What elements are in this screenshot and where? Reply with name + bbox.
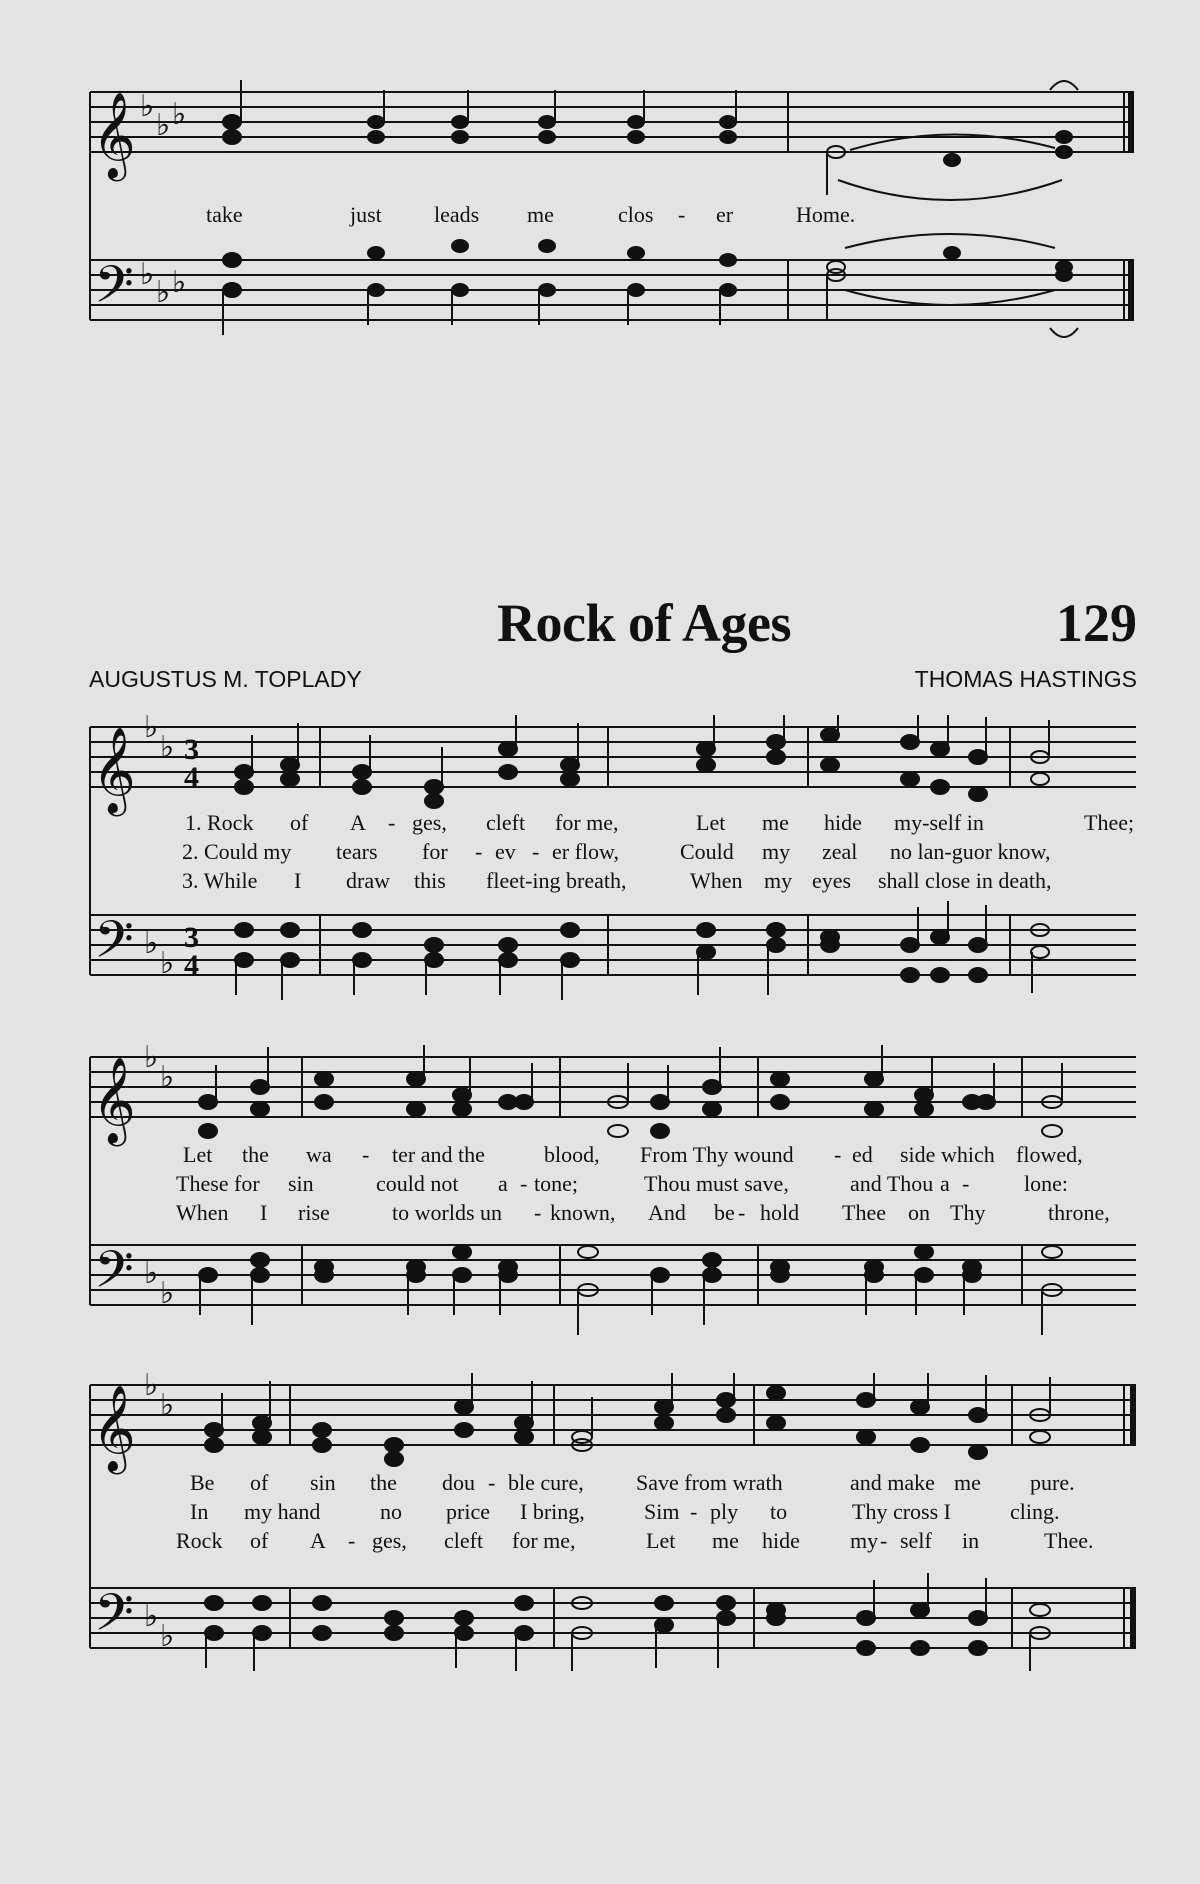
lyric-syllable: pure.	[1030, 1470, 1075, 1495]
lyric-syllable: From Thy wound	[640, 1142, 794, 1167]
lyric-syllable: leads	[434, 202, 480, 227]
lyric-syllable: draw	[346, 868, 390, 893]
verse-2-line	[0, 839, 1200, 869]
lyric-syllable: I	[260, 1200, 268, 1225]
treble-clef-icon: 𝄞	[92, 727, 136, 813]
svg-text:♭: ♭	[160, 731, 175, 764]
lyric-syllable: zeal	[822, 839, 858, 864]
bass-clef-icon: 𝄢	[94, 254, 134, 327]
lyric-syllable: Thee	[842, 1200, 886, 1225]
lyric-syllable: I bring,	[520, 1499, 585, 1524]
lyric-syllable: sin	[310, 1470, 336, 1495]
lyric-syllable: Let	[183, 1142, 213, 1167]
lyric-syllable: And	[648, 1200, 686, 1225]
lyric-syllable: Rock	[176, 1528, 223, 1553]
lyric-syllable: no	[380, 1499, 402, 1524]
lyric-syllable: Sim	[644, 1499, 680, 1524]
svg-text:4: 4	[184, 761, 199, 794]
lyric-syllable: hide	[824, 810, 862, 835]
lyric-syllable: Let	[696, 810, 726, 835]
verse-1-line	[0, 1142, 1200, 1172]
lyric-syllable: blood,	[544, 1142, 600, 1167]
lyric-syllable: of	[250, 1528, 269, 1553]
lyric-syllable: A	[310, 1528, 326, 1553]
lyric-syllable: Let	[646, 1528, 676, 1553]
lyric-syllable: side which	[900, 1142, 995, 1167]
lyric-syllable: on	[908, 1200, 930, 1225]
lyric-syllable: self	[900, 1528, 932, 1553]
lyric-syllable: ble cure,	[508, 1470, 584, 1495]
verse-1-line	[0, 1470, 1200, 1500]
lyric-syllable: dou	[442, 1470, 475, 1495]
lyric-syllable: In	[190, 1499, 209, 1524]
lyric-syllable: -	[534, 1200, 542, 1225]
lyric-syllable: -	[738, 1200, 746, 1225]
svg-text:♭: ♭	[172, 266, 187, 299]
lyric-syllable: -	[880, 1528, 888, 1553]
lyric-syllable: ges,	[412, 810, 447, 835]
svg-text:♭: ♭	[156, 276, 171, 309]
composer-credit: THOMAS HASTINGS	[914, 666, 1137, 692]
lyric-syllable: cling.	[1010, 1499, 1060, 1524]
lyric-syllable: -	[678, 202, 686, 227]
lyric-syllable: A	[350, 810, 366, 835]
lyric-syllable: -	[520, 1171, 528, 1196]
lyric-syllable: -	[488, 1470, 496, 1495]
lyric-syllable: cleft	[444, 1528, 484, 1553]
hymn-number: 129	[1056, 593, 1137, 653]
lyric-syllable: Be	[190, 1470, 215, 1495]
lyric-syllable: Could	[680, 839, 734, 864]
treble-clef-icon: 𝄞	[92, 1057, 136, 1143]
lyric-syllable: tears	[336, 839, 378, 864]
lyric-syllable: for me,	[512, 1528, 576, 1553]
lyric-syllable: a	[498, 1171, 508, 1196]
lyric-syllable: my	[764, 868, 793, 893]
lyric-syllable: of	[290, 810, 309, 835]
bass-clef-icon: 𝄢	[94, 1582, 134, 1655]
verse-2-line	[0, 1499, 1200, 1529]
lyric-syllable: a	[940, 1171, 950, 1196]
lyric-syllable: -	[348, 1528, 356, 1553]
lyric-syllable: just	[350, 202, 382, 227]
lyric-syllable: hide	[762, 1528, 800, 1553]
lyric-syllable: er flow,	[552, 839, 619, 864]
lyric-syllable: -	[362, 1142, 370, 1167]
lyric-syllable: the	[242, 1142, 269, 1167]
lyric-syllable: Thee.	[1044, 1528, 1094, 1553]
lyric-syllable: price	[446, 1499, 490, 1524]
lyric-syllable: me	[762, 810, 789, 835]
lyric-syllable: of	[250, 1470, 269, 1495]
lyric-syllable: no lan-guor know,	[890, 839, 1051, 864]
lyric-syllable: eyes	[812, 868, 852, 893]
lyric-syllable: -	[532, 839, 540, 864]
lyric-syllable: in	[962, 1528, 980, 1553]
verse-3-line	[0, 1200, 1200, 1230]
lyric-syllable: lone:	[1024, 1171, 1068, 1196]
lyric-syllable: clos	[618, 202, 654, 227]
svg-text:♭: ♭	[160, 1277, 175, 1310]
svg-text:♭: ♭	[144, 1257, 159, 1290]
lyric-syllable: me	[954, 1470, 981, 1495]
svg-text:♭: ♭	[160, 1061, 175, 1094]
lyric-syllable: this	[414, 868, 446, 893]
lyric-syllable: -	[962, 1171, 970, 1196]
svg-text:♭: ♭	[144, 1600, 159, 1633]
lyric-syllable: Thy	[950, 1200, 986, 1225]
lyric-syllable: When	[690, 868, 743, 893]
lyric-syllable: known,	[550, 1200, 616, 1225]
lyric-syllable: me	[527, 202, 554, 227]
svg-text:♭: ♭	[140, 90, 155, 123]
lyric-syllable: my hand	[244, 1499, 321, 1524]
svg-text:♭: ♭	[160, 1620, 175, 1653]
lyric-syllable: to worlds un	[392, 1200, 502, 1225]
svg-text:♭: ♭	[156, 109, 171, 142]
lyric-syllable: for me,	[555, 810, 619, 835]
lyric-syllable: Save from wrath	[636, 1470, 783, 1495]
lyric-syllable: be	[714, 1200, 735, 1225]
lyric-syllable: my-self in	[894, 810, 984, 835]
lyric-syllable: shall close in death,	[878, 868, 1052, 893]
bass-clef-icon: 𝄢	[94, 909, 134, 982]
svg-text:♭: ♭	[144, 1045, 159, 1074]
svg-text:4: 4	[184, 949, 199, 982]
svg-text:♭: ♭	[144, 715, 159, 744]
lyric-syllable: -	[690, 1499, 698, 1524]
svg-text:♭: ♭	[160, 947, 175, 980]
lyric-syllable: sin	[288, 1171, 314, 1196]
lyric-syllable: -	[475, 839, 483, 864]
lyric-syllable: take	[206, 202, 243, 227]
lyric-syllable: and Thou	[850, 1171, 934, 1196]
svg-text:♭: ♭	[144, 1373, 159, 1402]
svg-text:♭: ♭	[160, 1389, 175, 1422]
lyric-syllable: rise	[298, 1200, 330, 1225]
lyric-syllable: fleet-ing breath,	[486, 868, 627, 893]
lyric-syllable: Thee;	[1084, 810, 1135, 835]
lyric-syllable: ter and the	[392, 1142, 485, 1167]
lyric-syllable: tone;	[534, 1171, 578, 1196]
treble-clef-icon: 𝄞	[92, 1385, 136, 1471]
verse-3-line	[0, 1528, 1200, 1558]
lyric-syllable: to	[770, 1499, 788, 1524]
lyric-syllable: 3. While	[182, 868, 258, 893]
lyric-syllable: ed	[852, 1142, 873, 1167]
lyric-syllable: the	[370, 1470, 397, 1495]
svg-text:3: 3	[184, 733, 199, 766]
verse-2-line	[0, 1171, 1200, 1201]
lyric-syllable: Thy cross I	[852, 1499, 951, 1524]
lyric-syllable: flowed,	[1016, 1142, 1083, 1167]
lyric-syllable: I	[294, 868, 302, 893]
lyric-syllable: and make	[850, 1470, 935, 1495]
lyric-syllable: 1. Rock	[185, 810, 254, 835]
flat-icon	[140, 90, 186, 309]
lyric-syllable: throne,	[1048, 1200, 1110, 1225]
fermata-icon	[1050, 81, 1078, 90]
lyric-syllable: cleft	[486, 810, 526, 835]
lyric-syllable: Thou must save,	[644, 1171, 789, 1196]
svg-text:♭: ♭	[172, 98, 187, 131]
lyric-syllable: These for	[176, 1171, 260, 1196]
svg-text:3: 3	[184, 921, 199, 954]
previous-hymn-lyrics	[0, 202, 1200, 232]
lyric-syllable: for	[422, 839, 448, 864]
lyric-syllable: my	[762, 839, 791, 864]
lyric-syllable: wa	[306, 1142, 332, 1167]
lyric-syllable: -	[834, 1142, 842, 1167]
treble-clef-icon: 𝄞	[92, 92, 136, 178]
verse-1-line	[0, 810, 1200, 840]
lyric-syllable: ev	[495, 839, 516, 864]
bass-clef-icon: 𝄢	[94, 1239, 134, 1312]
lyric-syllable: my	[850, 1528, 879, 1553]
svg-text:♭: ♭	[140, 258, 155, 291]
verse-3-line	[0, 868, 1200, 898]
fermata-icon	[1050, 328, 1078, 337]
lyric-syllable: Home.	[796, 202, 856, 227]
lyric-syllable: 2. Could my	[182, 839, 292, 864]
lyric-syllable: When	[176, 1200, 229, 1225]
lyric-syllable: er	[716, 202, 734, 227]
lyric-syllable: ply	[710, 1499, 739, 1524]
lyric-syllable: could not	[376, 1171, 459, 1196]
lyric-syllable: -	[388, 810, 396, 835]
hymn-title: Rock of Ages	[497, 593, 791, 653]
svg-text:♭: ♭	[144, 927, 159, 960]
lyricist-credit: AUGUSTUS M. TOPLADY	[89, 666, 362, 692]
lyric-syllable: hold	[760, 1200, 800, 1225]
lyric-syllable: ges,	[372, 1528, 407, 1553]
lyric-syllable: me	[712, 1528, 739, 1553]
